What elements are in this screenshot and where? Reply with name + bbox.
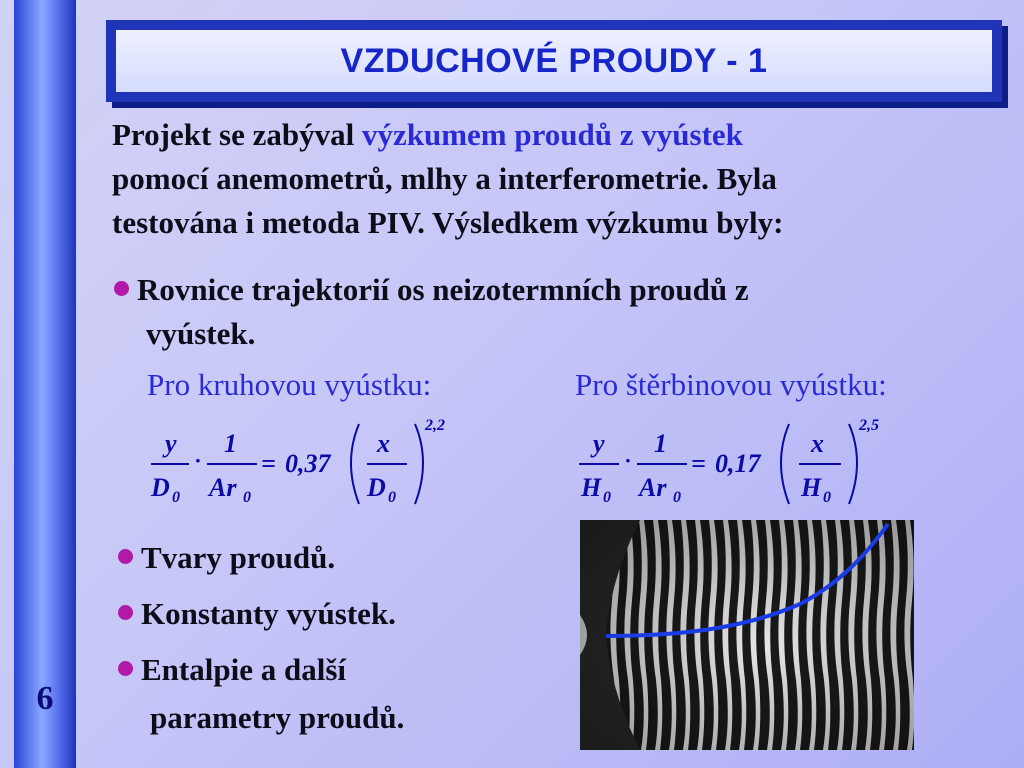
bullet-continuation: parametry proudů. — [150, 700, 405, 735]
bullet-trajectories — [114, 268, 749, 356]
formula-y: y — [593, 429, 605, 458]
formula-x: x — [811, 429, 824, 458]
formula-ar-sub: 0 — [243, 489, 251, 506]
bullet-dot — [118, 549, 133, 564]
bullet-trajectories-line-2: vyústek. — [146, 316, 256, 351]
formula-exponent: 2,5 — [859, 417, 879, 434]
intro-line-2: pomocí anemometrů, mlhy a interferometrie. Byla — [112, 161, 777, 196]
formula-d: D — [151, 473, 170, 502]
intro-text: Projekt se zabýval — [112, 117, 362, 152]
paren-right — [415, 424, 423, 504]
intro-paragraph — [112, 113, 783, 245]
bullet-text: Konstanty vyústek. — [141, 596, 396, 631]
formula-equals: = — [691, 449, 706, 478]
formula-d2-sub: 0 — [388, 489, 396, 506]
bullet-dot — [114, 281, 129, 296]
paren-left — [781, 424, 789, 504]
slide-number: 6 — [36, 680, 54, 717]
side-bar — [14, 0, 76, 768]
formula-coefficient: 0,17 — [715, 449, 761, 478]
bullet-text: Tvary proudů. — [141, 540, 336, 575]
label-slot: Pro štěrbinovou vyústku: — [575, 367, 887, 402]
formula-circular — [145, 412, 465, 512]
formula-h: H — [581, 473, 602, 502]
formula-equals: = — [261, 449, 276, 478]
formula-x: x — [377, 429, 390, 458]
paren-right — [849, 424, 857, 504]
formula-one: 1 — [654, 429, 667, 458]
label-circular: Pro kruhovou vyústku: — [147, 367, 432, 402]
interferogram-image — [580, 520, 914, 750]
formula-coefficient: 0,37 — [285, 449, 331, 478]
formula-h2: H — [801, 473, 822, 502]
formula-d-sub: 0 — [172, 489, 180, 506]
bullet-text: Entalpie a další — [141, 652, 346, 687]
formula-h-sub: 0 — [603, 489, 611, 506]
intro-highlight: výzkumem proudů z vyústek — [361, 117, 743, 152]
bullet-list — [118, 530, 404, 746]
formula-slot — [573, 412, 893, 512]
formula-dot: · — [195, 448, 201, 473]
title-frame — [106, 20, 1002, 102]
formula-h2-sub: 0 — [823, 489, 831, 506]
bullet-dot — [118, 605, 133, 620]
formula-ar-sub: 0 — [673, 489, 681, 506]
bullet-dot — [118, 661, 133, 676]
formula-y: y — [165, 429, 177, 458]
paren-left — [351, 424, 359, 504]
list-item — [118, 530, 404, 586]
formula-exponent: 2,2 — [425, 417, 445, 434]
formula-ar: Ar — [209, 473, 237, 502]
formula-dot: · — [625, 448, 631, 473]
intro-line-3: testována i metoda PIV. Výsledkem výzkumu byly: — [112, 205, 784, 240]
intro-line-1 — [112, 113, 783, 157]
formula-ar: Ar — [639, 473, 667, 502]
list-item — [118, 586, 404, 642]
formula-d2: D — [367, 473, 386, 502]
bullet-trajectories-line-1: Rovnice trajektorií os neizotermních proudů z — [137, 272, 749, 307]
formula-one: 1 — [224, 429, 237, 458]
slide-title: VZDUCHOVÉ PROUDY - 1 — [340, 42, 768, 80]
